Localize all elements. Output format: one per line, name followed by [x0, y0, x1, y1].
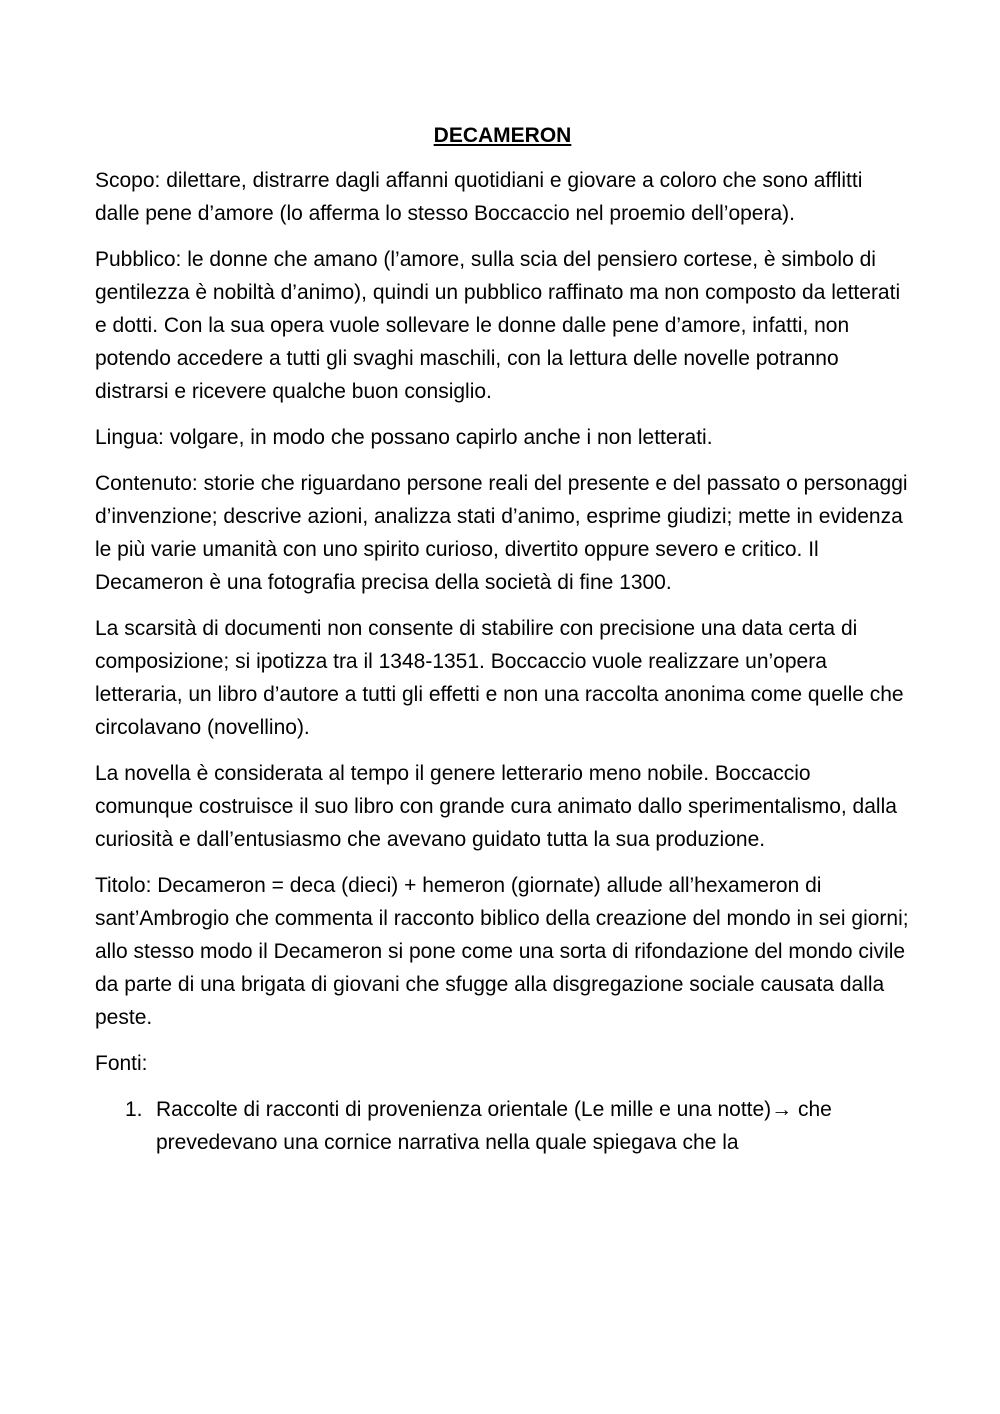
paragraph-pubblico: Pubblico: le donne che amano (l’amore, sulla scia del pensiero cortese, è simbolo di gentilezza è nobiltà d’animo), quindi un pubblico raffinato ma non composto da letterati e dotti. Con la sua opera vuole sollevare le donne dalle pene d’amore, infatti, non potendo accedere a tutti gli svaghi maschili, con la lettura delle novelle potranno distrarsi e ricevere qualche buon consiglio.	[95, 248, 901, 403]
paragraph-titolo: Titolo: Decameron = deca (dieci) + hemeron (giornate) allude all’hexameron di sant’Ambrogio che commenta il racconto biblico della creazione del mondo in sei giorni; allo stesso modo il Decameron si pone come una sorta di rifondazione del mondo civile da parte di una brigata di giovani che sfugge alla disgregazione sociale causata dalla peste.	[95, 874, 909, 1029]
paragraph-novella: La novella è considerata al tempo il genere letterario meno nobile. Boccaccio comunque costruisce il suo libro con grande cura animato dallo sperimentalismo, dalla curiosità e dall’entusiasmo che avevano guidato tutta la sua produzione.	[95, 762, 897, 851]
paragraph-composizione: La scarsità di documenti non consente di stabilire con precisione una data certa di composizione; si ipotizza tra il 1348-1351. Boccaccio vuole realizzare un’opera letteraria, un libro d’autore a tutti gli effetti e non una raccolta anonima come quelle che circolavano (novellino).	[95, 617, 904, 739]
list-item-number: 1.	[125, 1098, 143, 1121]
list-item	[95, 1093, 910, 1159]
paragraph-fonti: Fonti:	[95, 1052, 148, 1075]
list-item-text: Raccolte di racconti di provenienza orientale (Le mille e una notte)→ che prevedevano una cornice narrativa nella quale spiegava che la	[156, 1098, 832, 1154]
fonti-list	[95, 1093, 910, 1159]
document-page	[95, 122, 910, 1159]
paragraph-contenuto: Contenuto: storie che riguardano persone reali del presente e del passato o personaggi d’invenzione; descrive azioni, analizza stati d’animo, esprime giudizi; mette in evidenza le più varie umanità con uno spirito curioso, divertito oppure severo e critico. Il Decameron è una fotografia precisa della società di fine 1300.	[95, 472, 908, 594]
paragraph-scopo: Scopo: dilettare, distrarre dagli affanni quotidiani e giovare a coloro che sono afflitti dalle pene d’amore (lo afferma lo stesso Boccaccio nel proemio dell’opera).	[95, 169, 863, 225]
paragraph-lingua: Lingua: volgare, in modo che possano capirlo anche i non letterati.	[95, 426, 713, 449]
document-title: DECAMERON	[433, 124, 572, 147]
